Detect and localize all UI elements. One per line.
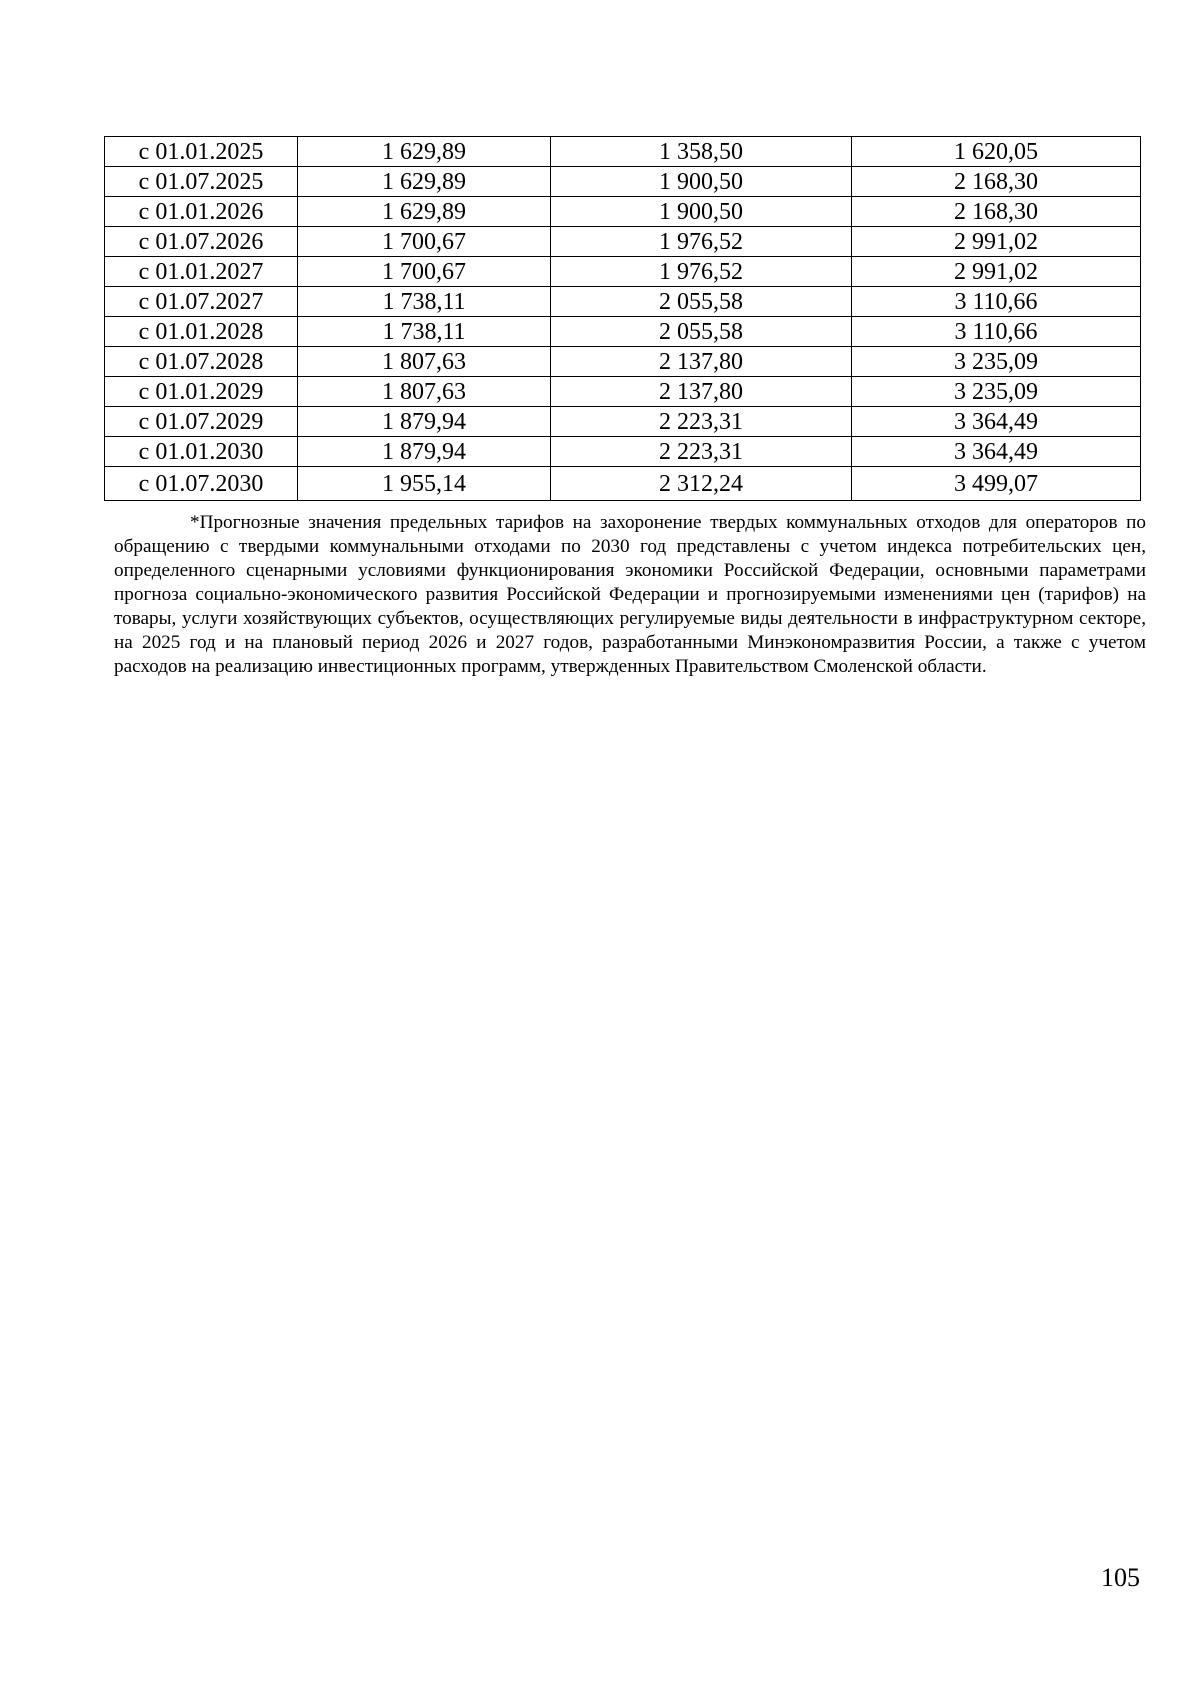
tariff-cell-1: 1 738,11: [298, 317, 551, 347]
tariff-cell-2: 1 976,52: [551, 257, 852, 287]
tariff-cell-1: 1 700,67: [298, 257, 551, 287]
date-cell: с 01.01.2027: [105, 257, 298, 287]
date-cell: с 01.01.2029: [105, 377, 298, 407]
table-row: [105, 467, 1141, 501]
tariff-cell-2: 2 223,31: [551, 407, 852, 437]
tariff-cell-2: 2 223,31: [551, 437, 852, 467]
date-cell: с 01.07.2029: [105, 407, 298, 437]
tariff-cell-1: 1 700,67: [298, 227, 551, 257]
table-row: [105, 167, 1141, 197]
tariff-cell-3: 2 991,02: [852, 227, 1141, 257]
tariff-cell-2: 2 055,58: [551, 287, 852, 317]
tariff-table: [104, 136, 1141, 501]
date-cell: с 01.01.2030: [105, 437, 298, 467]
tariff-cell-1: 1 955,14: [298, 467, 551, 501]
tariff-cell-3: 2 991,02: [852, 257, 1141, 287]
tariff-cell-2: 1 900,50: [551, 167, 852, 197]
tariff-cell-1: 1 879,94: [298, 407, 551, 437]
tariff-cell-2: 1 358,50: [551, 137, 852, 167]
table-row: [105, 227, 1141, 257]
tariff-cell-2: 2 055,58: [551, 317, 852, 347]
tariff-cell-3: 1 620,05: [852, 137, 1141, 167]
tariff-cell-3: 3 499,07: [852, 467, 1141, 501]
table-row: [105, 287, 1141, 317]
tariff-cell-1: 1 879,94: [298, 437, 551, 467]
date-cell: с 01.07.2030: [105, 467, 298, 501]
tariff-cell-1: 1 807,63: [298, 377, 551, 407]
tariff-cell-3: 2 168,30: [852, 167, 1141, 197]
tariff-cell-2: 1 976,52: [551, 227, 852, 257]
tariff-cell-3: 3 364,49: [852, 437, 1141, 467]
tariff-cell-1: 1 629,89: [298, 167, 551, 197]
tariff-cell-3: 3 235,09: [852, 347, 1141, 377]
tariff-cell-1: 1 738,11: [298, 287, 551, 317]
tariff-cell-2: 2 137,80: [551, 377, 852, 407]
table-row: [105, 407, 1141, 437]
tariff-cell-1: 1 629,89: [298, 137, 551, 167]
date-cell: с 01.01.2028: [105, 317, 298, 347]
date-cell: с 01.07.2025: [105, 167, 298, 197]
table-row: [105, 437, 1141, 467]
table-row: [105, 137, 1141, 167]
tariff-cell-3: 3 235,09: [852, 377, 1141, 407]
tariff-cell-2: 1 900,50: [551, 197, 852, 227]
table-row: [105, 197, 1141, 227]
page-number: 105: [1101, 1563, 1140, 1592]
date-cell: с 01.07.2028: [105, 347, 298, 377]
tariff-cell-3: 3 110,66: [852, 287, 1141, 317]
tariff-cell-2: 2 312,24: [551, 467, 852, 501]
date-cell: с 01.07.2026: [105, 227, 298, 257]
date-cell: с 01.07.2027: [105, 287, 298, 317]
tariff-table-body: [105, 137, 1141, 501]
tariff-cell-1: 1 807,63: [298, 347, 551, 377]
tariff-cell-2: 2 137,80: [551, 347, 852, 377]
tariff-cell-1: 1 629,89: [298, 197, 551, 227]
footnote: *Прогнозные значения предельных тарифов на захоронение твердых коммунальных отходов для операторов по обращению с твердыми коммунальными отходами по 2030 год представлены с учетом индекса потребительских цен, определенного сценарными условиями функционирования экономики Российской Федерации, основными параметрами прогноза социально-экономического развития Российской Федерации и прогнозируемыми изменениями цен (тарифов) на товары, услуги хозяйствующих субъектов, осуществляющих регулируемые виды деятельности в инфраструктурном секторе, на 2025 год и на плановый период 2026 и 2027 годов, разработанными Минэкономразвития России, а также с учетом расходов на реализацию инвестиционных программ, утвержденных Правительством Смоленской области.: [114, 512, 1146, 677]
table-row: [105, 347, 1141, 377]
tariff-cell-3: 2 168,30: [852, 197, 1141, 227]
table-row: [105, 257, 1141, 287]
table-row: [105, 317, 1141, 347]
table-row: [105, 377, 1141, 407]
date-cell: с 01.01.2026: [105, 197, 298, 227]
tariff-cell-3: 3 110,66: [852, 317, 1141, 347]
tariff-cell-3: 3 364,49: [852, 407, 1141, 437]
date-cell: с 01.01.2025: [105, 137, 298, 167]
